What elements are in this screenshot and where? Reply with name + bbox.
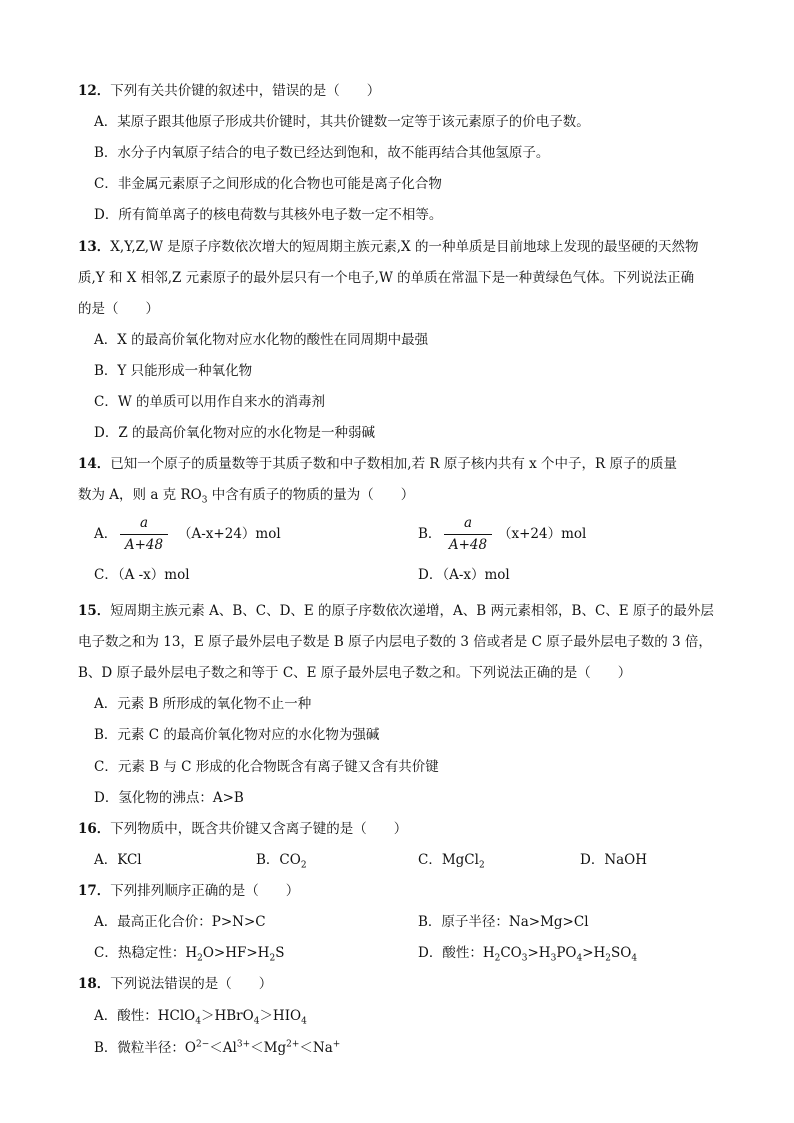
q16-option-c: C．MgCl$_2$ — [418, 852, 485, 871]
q14-option-c: C．（A -x）mol — [94, 567, 190, 583]
question-16-stem: 16．下列物质中，既含共价键又含离子键的是（ ） — [78, 821, 408, 837]
q13-option-b: B．Y 只能形成一种氧化物 — [94, 363, 253, 379]
question-12-stem: 12．下列有关共价键的叙述中，错误的是（ ） — [78, 83, 381, 99]
q17-option-c: C．热稳定性：$H_2O>HF>H_2S$ — [94, 945, 285, 964]
q13-option-c: C．W 的单质可以用作自来水的消毒剂 — [94, 394, 325, 410]
question-18-stem: 18．下列说法错误的是（ ） — [78, 976, 273, 992]
question-13-stem-line1: 13．X,Y,Z,W 是原子序数依次增大的短周期主族元素,X 的一种单质是目前地球上发现的最坚硬的天然物 — [78, 239, 699, 255]
q17-option-d: D．酸性：$H_2CO_3>H_3PO_4>H_2SO_4$ — [418, 945, 638, 964]
fraction-numerator: a — [463, 515, 473, 531]
question-15-stem-line2: 电子数之和为 13，E 原子最外层电子数是 B 原子内层电子数的 3 倍或者是 C 原子最外层电子数的 3 倍， — [78, 634, 712, 650]
q18-option-a: A．酸性：$HClO_4>HBrO_4>HIO_4$ — [94, 1008, 307, 1027]
q13-option-a: A．X 的最高价氧化物对应水化物的酸性在同周期中最强 — [94, 332, 429, 348]
q16-option-b: B．$CO_2$ — [256, 852, 307, 871]
q15-option-a: A．元素 B 所形成的氧化物不止一种 — [94, 696, 312, 712]
q15-option-d: D．氢化物的沸点：A>B — [94, 790, 244, 806]
q16-option-a: A．KCl — [94, 852, 142, 868]
q15-option-b: B．元素 C 的最高价氧化物对应的水化物为强碱 — [94, 727, 380, 743]
question-13-stem-line3: 的是（ ） — [78, 301, 159, 317]
question-14-stem-line2: 数为 A，则 a 克 $RO_3$ 中含有质子的物质的量为（ ） — [78, 487, 415, 506]
q13-option-d: D．Z 的最高价氧化物对应的水化物是一种弱碱 — [94, 425, 375, 441]
q14-option-a-rest: （A-x+24）mol — [178, 526, 281, 542]
fraction-bar — [120, 534, 168, 535]
question-14-stem-line1: 14．已知一个原子的质量数等于其质子数和中子数相加,若 R 原子核内共有 x 个中子，R 原子的质量 — [78, 456, 677, 472]
q16-option-d: D．NaOH — [580, 852, 648, 868]
q12-option-c: C．非金属元素原子之间形成的化合物也可能是离子化合物 — [94, 176, 442, 192]
question-17-stem: 17．下列排列顺序正确的是（ ） — [78, 883, 300, 899]
q18-option-b: B．微粒半径：$O^{2-}<Al^{3+}<Mg^{2+}<Na^+$ — [94, 1039, 341, 1056]
fraction-denominator: A+48 — [124, 537, 164, 553]
q12-option-a: A．某原子跟其他原子形成共价键时，其共价键数一定等于该元素原子的价电子数。 — [94, 114, 590, 130]
q14-option-b-label: B． — [418, 526, 442, 542]
question-15-stem-line3: B、D 原子最外层电子数之和等于 C、E 原子最外层电子数之和。下列说法正确的是（ ） — [78, 665, 632, 681]
fraction-numerator: a — [139, 515, 149, 531]
question-15-stem-line1: 15．短周期主族元素 A、B、C、D、E 的原子序数依次递增，A、B 两元素相邻，B、C、E 原子的最外层 — [78, 603, 714, 619]
q12-option-b: B．水分子内氧原子结合的电子数已经达到饱和，故不能再结合其他氢原子。 — [94, 145, 550, 161]
q17-option-a: A．最高正化合价：P>N>C — [94, 914, 266, 930]
q15-option-c: C．元素 B 与 C 形成的化合物既含有离子键又含有共价键 — [94, 759, 439, 775]
q14-option-d: D．（A-x）mol — [418, 567, 510, 583]
q14-option-b-rest: （x+24）mol — [498, 526, 587, 542]
q17-option-b: B．原子半径：Na>Mg>Cl — [418, 914, 589, 930]
fraction-bar — [444, 534, 492, 535]
fraction-denominator: A+48 — [448, 537, 488, 553]
q12-option-d: D．所有简单离子的核电荷数与其核外电子数一定不相等。 — [94, 207, 443, 223]
q14-option-a-label: A． — [94, 526, 118, 542]
question-13-stem-line2: 质,Y 和 X 相邻,Z 元素原子的最外层只有一个电子,W 的单质在常温下是一种黄绿色气体。下列说法正确 — [78, 270, 695, 286]
